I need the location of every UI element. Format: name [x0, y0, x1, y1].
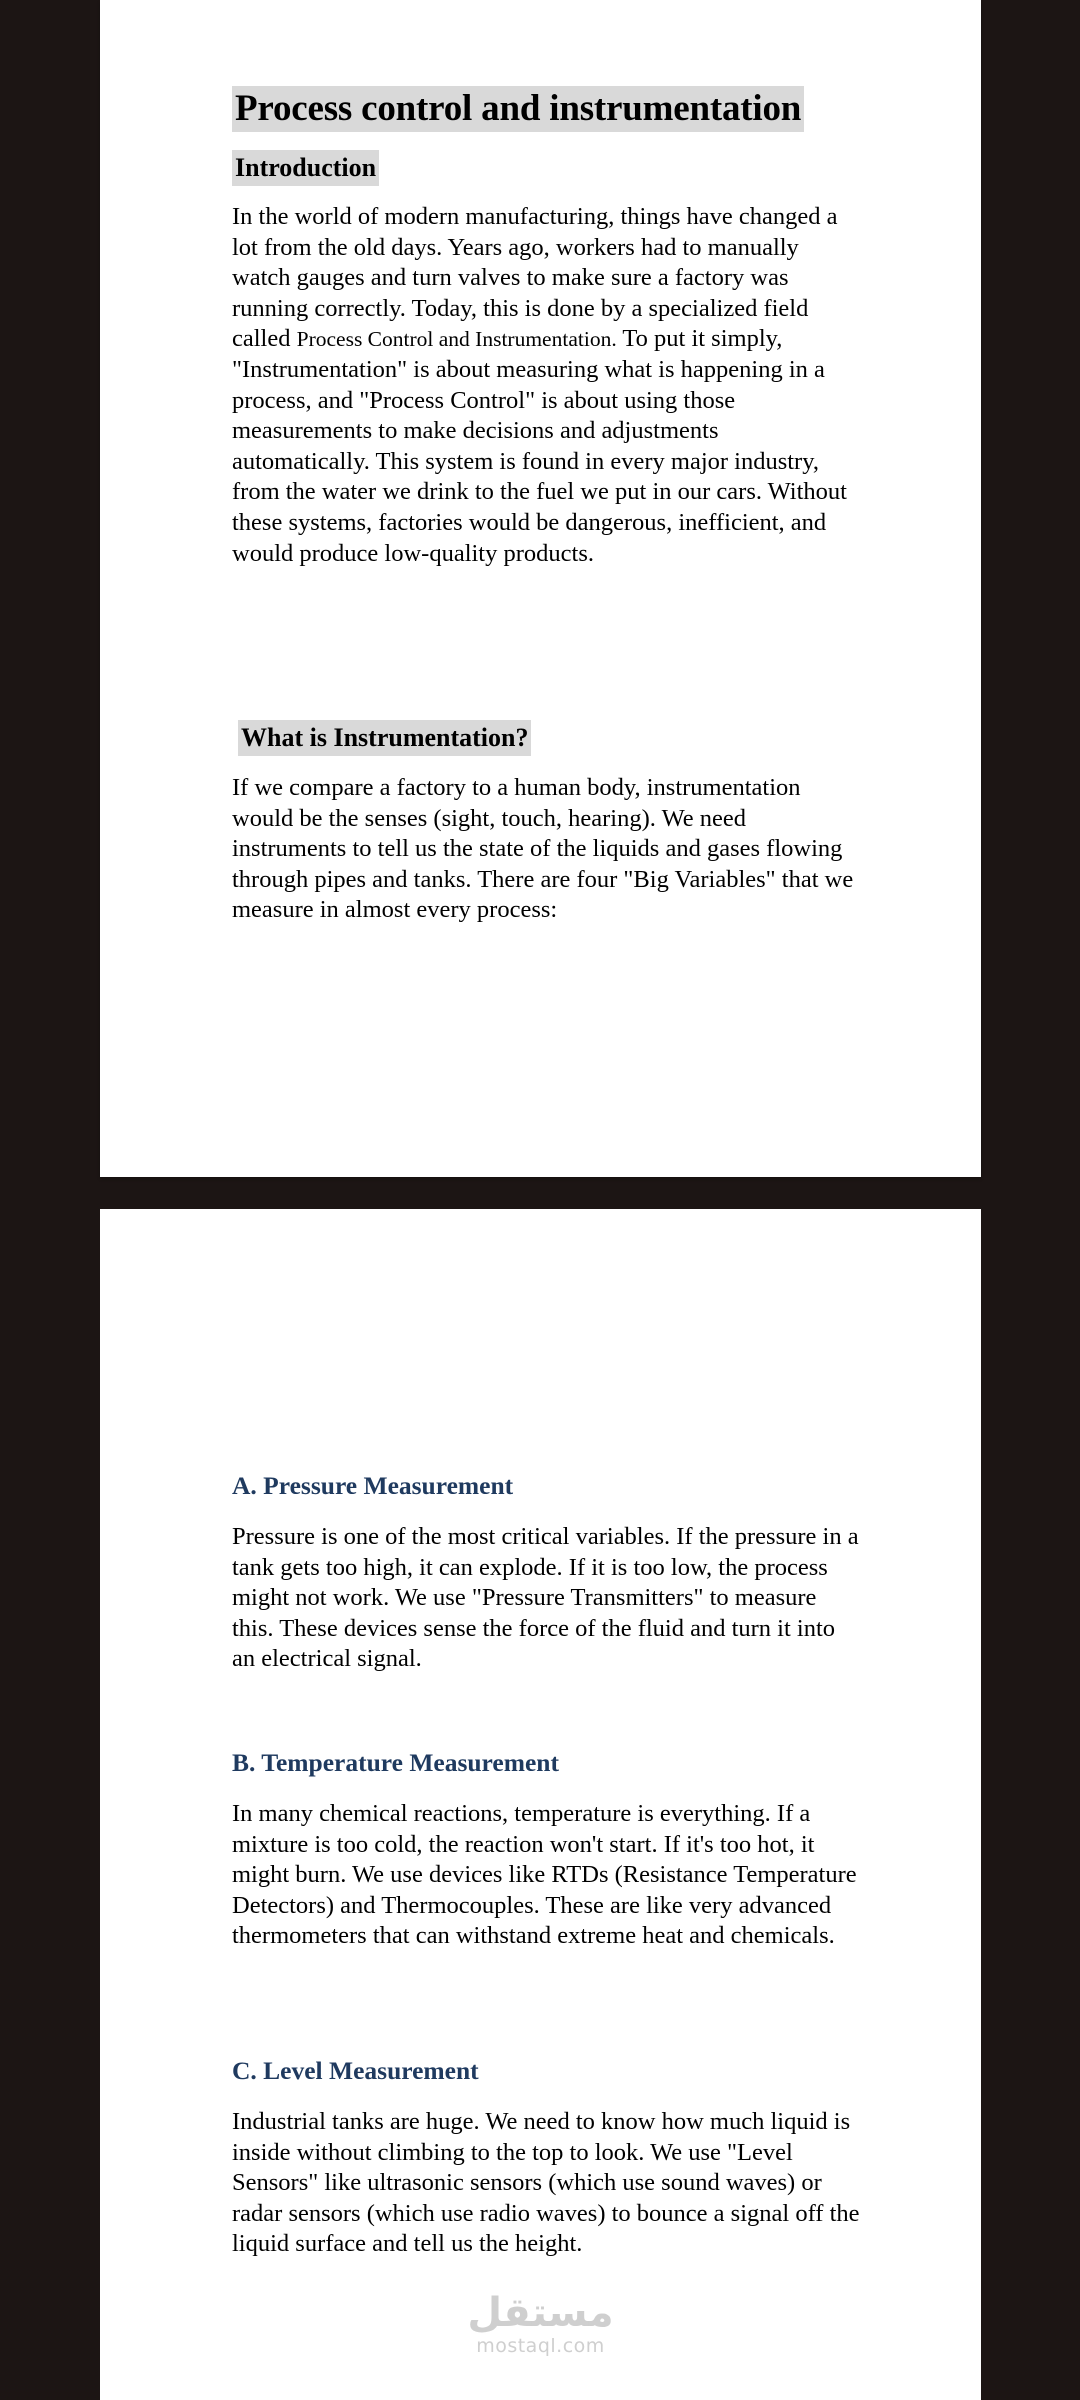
level-heading: C. Level Measurement [232, 2056, 479, 2085]
instrumentation-paragraph: If we compare a factory to a human body, instrumentation would be the senses (sight, touch, hearing). We need instruments to tell us the state of the liquids and gases flowing through pipes and tanks. There are four "Big Variables" that we measure in almost every process: [232, 774, 854, 924]
watermark-arabic-logo: مستقل [467, 2290, 614, 2336]
introduction-heading-text: Introduction [232, 150, 379, 186]
instrumentation-heading-text: What is Instrumentation? [238, 720, 531, 756]
watermark-latin-text: mostaql.com [476, 2335, 605, 2357]
temperature-section [232, 1799, 862, 1952]
document-page-1 [100, 0, 981, 1177]
level-paragraph: Industrial tanks are huge. We need to know how much liquid is inside without climbing to the top to look. We use "Level Sensors" like ultrasonic sensors (which use sound waves) or radar sensors (which use radio waves) to bounce a signal off the liquid surface and tell us the height. [232, 2108, 860, 2258]
introduction-section [232, 150, 862, 569]
introduction-field-name: Process Control and Instrumentation. [296, 327, 617, 352]
instrumentation-section [232, 773, 862, 926]
document-title-text: Process control and instrumentation [232, 86, 804, 132]
instrumentation-heading [238, 720, 868, 756]
pressure-paragraph: Pressure is one of the most critical variables. If the pressure in a tank gets too high, it can explode. If it is too low, the process might not work. We use "Pressure Transmitters" to measure this. These devices sense the force of the fluid and turn it into an electrical signal. [232, 1523, 859, 1673]
temperature-heading: B. Temperature Measurement [232, 1748, 559, 1777]
level-section [232, 2107, 862, 2260]
introduction-paragraph [232, 202, 862, 569]
document-page-2 [100, 1209, 981, 2400]
introduction-heading [232, 150, 862, 186]
introduction-text-part-1: In the world of modern manufacturing, things have changed a lot from the old days. Years ago, workers had to manually watch gauges and turn valves to make sure a factory was running correctly. Today, this is done by a specialized field called [232, 203, 838, 353]
mostaql-watermark [100, 2291, 981, 2357]
pressure-heading: A. Pressure Measurement [232, 1471, 514, 1500]
pressure-section [232, 1522, 862, 1675]
temperature-paragraph: In many chemical reactions, temperature is everything. If a mixture is too cold, the reaction won't start. If it's too hot, it might burn. We use devices like RTDs (Resistance Temperature Detectors) and Thermocouples. These are like very advanced thermometers that can withstand extreme heat and chemicals. [232, 1800, 857, 1950]
document-title [232, 86, 804, 132]
introduction-text-part-2: To put it simply, "Instrumentation" is about measuring what is happening in a process, and "Process Control" is about using those measurements to make decisions and adjustments automatically. This system is found in every major industry, from the water we drink to the fuel we put in our cars. Without these systems, factories would be dangerous, inefficient, and would produce low-quality products. [232, 325, 847, 567]
